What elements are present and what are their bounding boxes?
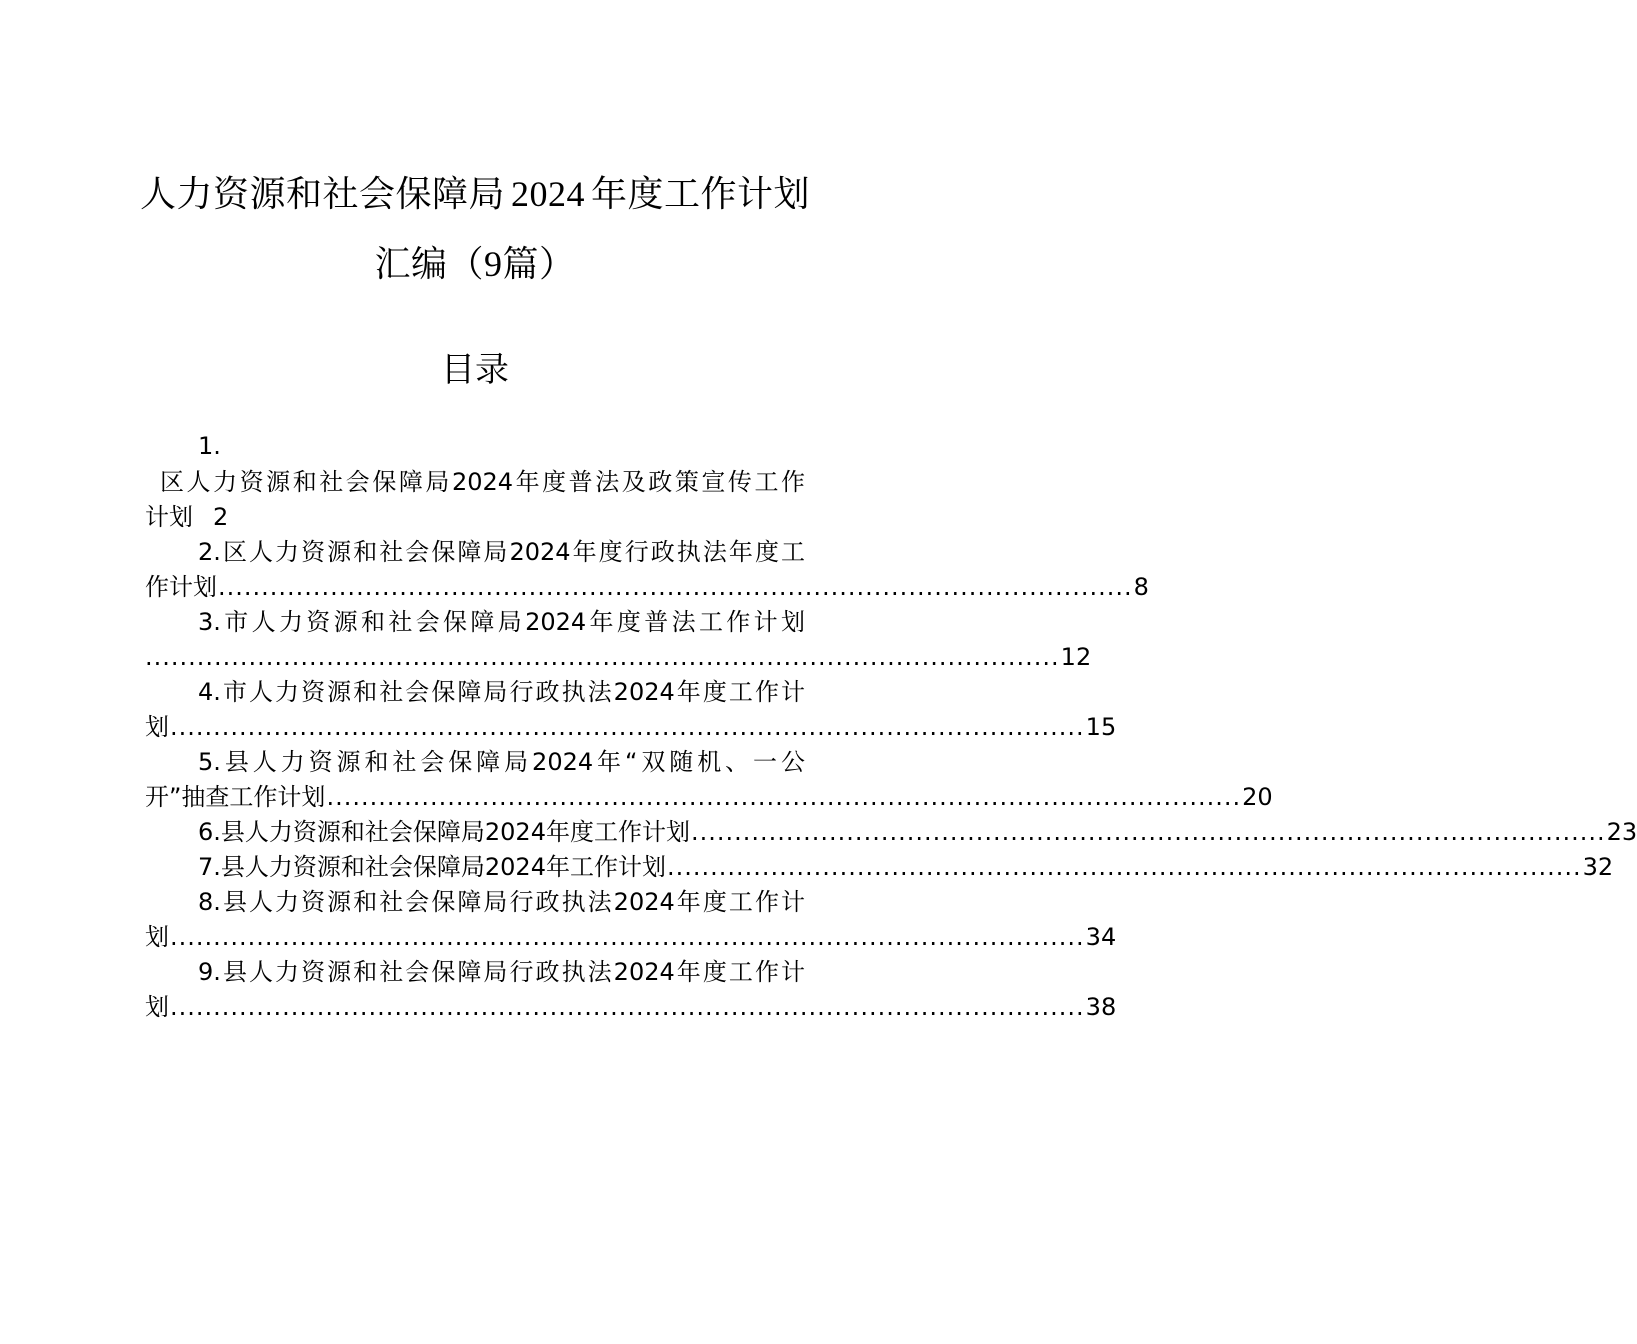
toc-entry-5-line2[interactable]: 开”抽查工作计划 .......................................................................................................... 20 (145, 783, 1273, 811)
toc-page-number: 20 (1242, 783, 1273, 811)
toc-entry-6[interactable]: 6.县人力资源和社会保障局2024年度工作计划 .......................................................................................................... 23 (198, 818, 1637, 846)
title-part: 汇编（ (374, 244, 484, 285)
document-title-line1 (0, 166, 950, 217)
toc-leader-dots: .......................................................................................................... (170, 923, 1085, 951)
title-part: 人力资源和社会保障局 (139, 174, 505, 215)
toc-entry-1-line2[interactable]: 计划 2 (145, 503, 229, 531)
toc-entry-4-line1[interactable]: 4.市人力资源和社会保障局行政执法2024年度工作计 (198, 678, 805, 706)
toc-entry-1-line1[interactable]: 区人力资源和社会保障局2024年度普法及政策宣传工作 (160, 468, 805, 496)
toc-leader-dots: .......................................................................................................... (170, 993, 1085, 1021)
title-count: 9 (484, 244, 503, 284)
toc-entry-3-line2[interactable] (145, 642, 1092, 672)
toc-page-number: 32 (1582, 853, 1614, 881)
toc-leader-dots: .......................................................................................................... (666, 853, 1582, 881)
toc-entry-2-line1[interactable]: 2.区人力资源和社会保障局2024年度行政执法年度工 (198, 538, 805, 566)
toc-leader-dots: .......................................................................................................... (145, 643, 1060, 671)
toc-page-number: 34 (1085, 923, 1117, 951)
toc-entry-3-line1[interactable]: 3.市人力资源和社会保障局2024年度普法工作计划 (198, 608, 805, 636)
toc-page-number: 15 (1085, 713, 1117, 741)
title-year: 2024 (511, 174, 585, 214)
toc-entry-5-line1[interactable]: 5.县人力资源和社会保障局2024年“双随机、一公 (198, 748, 805, 776)
toc-entry-9-line2[interactable]: 划 .......................................................................................................... 38 (145, 993, 1117, 1021)
toc-page-number: 38 (1085, 993, 1117, 1021)
toc-entry-2-line2[interactable]: 作计划 .......................................................................................................... 8 (145, 573, 1149, 601)
toc-leader-dots: .......................................................................................................... (218, 573, 1133, 601)
toc-leader-dots: .......................................................................................................... (326, 783, 1242, 811)
toc-page-number: 12 (1060, 643, 1092, 671)
title-part: 篇） (502, 244, 576, 285)
toc-entry-8-line2[interactable]: 划 .......................................................................................................... 34 (145, 923, 1117, 951)
toc-entry-7[interactable]: 7.县人力资源和社会保障局2024年工作计划 .......................................................................................................... 32 (198, 853, 1614, 881)
toc-page-number: 2 (213, 503, 229, 531)
title-part: 年度工作计划 (591, 174, 811, 215)
toc-heading: 目录 (441, 350, 509, 390)
toc-leader-dots: .......................................................................................................... (170, 713, 1085, 741)
toc-entry-8-line1[interactable]: 8.县人力资源和社会保障局行政执法2024年度工作计 (198, 888, 805, 916)
toc-page-number: 8 (1133, 573, 1149, 601)
toc-page-number: 23 (1606, 818, 1637, 846)
toc-entry-4-line2[interactable]: 划 .......................................................................................................... 15 (145, 713, 1117, 741)
toc-leader-dots: .......................................................................................................... (690, 818, 1606, 846)
toc-entry-1-number: 1. (198, 432, 221, 460)
document-title-line2 (0, 236, 950, 287)
toc-entry-9-line1[interactable]: 9.县人力资源和社会保障局行政执法2024年度工作计 (198, 958, 805, 986)
